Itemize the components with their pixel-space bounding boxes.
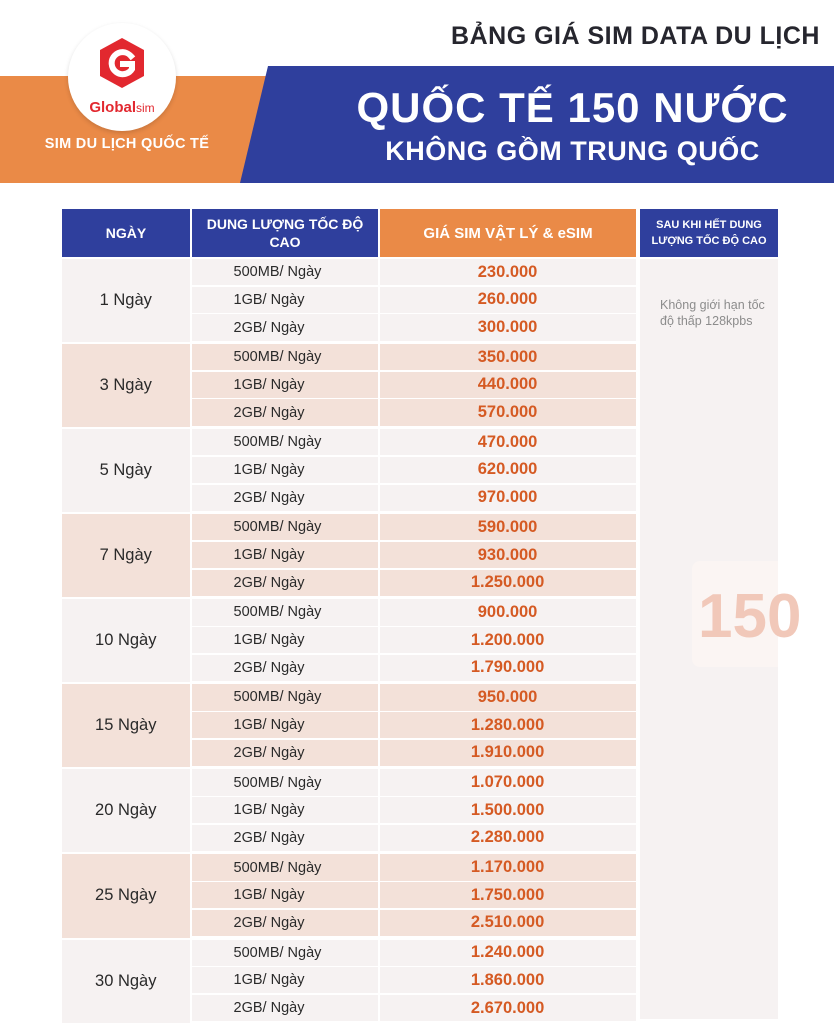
price-cell: 970.000 [380, 485, 636, 511]
capacity-cell: 500MB/ Ngày [192, 514, 378, 540]
price-cell: 1.750.000 [380, 882, 636, 908]
after-limit-column [640, 259, 802, 1019]
table-group [62, 854, 636, 937]
table-row [192, 542, 636, 568]
day-cell: 20 Ngày [62, 769, 190, 852]
price-cell: 230.000 [380, 259, 636, 285]
capacity-cell: 2GB/ Ngày [192, 314, 378, 340]
capacity-cell: 1GB/ Ngày [192, 882, 378, 908]
capacity-cell: 2GB/ Ngày [192, 740, 378, 766]
price-cell: 1.790.000 [380, 655, 636, 681]
capacity-cell: 2GB/ Ngày [192, 485, 378, 511]
capacity-cell: 1GB/ Ngày [192, 712, 378, 738]
table-group [62, 344, 636, 427]
table-row [192, 457, 636, 483]
table-row [192, 940, 636, 966]
capacity-cell: 2GB/ Ngày [192, 910, 378, 936]
header-capacity: DUNG LƯỢNG TỐC ĐỘ CAO [192, 209, 378, 257]
price-cell: 930.000 [380, 542, 636, 568]
header-after-limit: SAU KHI HẾT DUNG LƯỢNG TỐC ĐỘ CAO [640, 209, 778, 257]
capacity-cell: 1GB/ Ngày [192, 457, 378, 483]
price-cell: 620.000 [380, 457, 636, 483]
price-cell: 1.070.000 [380, 769, 636, 795]
day-cell: 3 Ngày [62, 344, 190, 427]
table-row [192, 684, 636, 710]
table-group [62, 259, 636, 342]
price-cell: 2.280.000 [380, 825, 636, 851]
table-group [62, 684, 636, 767]
day-cell: 7 Ngày [62, 514, 190, 597]
price-cell: 2.510.000 [380, 910, 636, 936]
capacity-cell: 500MB/ Ngày [192, 940, 378, 966]
table-row [192, 399, 636, 425]
capacity-cell: 2GB/ Ngày [192, 570, 378, 596]
capacity-cell: 500MB/ Ngày [192, 769, 378, 795]
capacity-cell: 500MB/ Ngày [192, 599, 378, 625]
capacity-cell: 1GB/ Ngày [192, 542, 378, 568]
table-row [192, 712, 636, 738]
price-cell: 1.280.000 [380, 712, 636, 738]
day-cell: 30 Ngày [62, 940, 190, 1023]
logo-name-suffix: sim [136, 101, 155, 115]
price-cell: 1.170.000 [380, 854, 636, 880]
capacity-cell: 500MB/ Ngày [192, 344, 378, 370]
capacity-cell: 1GB/ Ngày [192, 627, 378, 653]
watermark-150: 150 [698, 582, 802, 651]
table-row [192, 514, 636, 540]
table-row [192, 967, 636, 993]
subheadline: KHÔNG GỒM TRUNG QUỐC [385, 136, 760, 166]
capacity-cell: 1GB/ Ngày [192, 797, 378, 823]
capacity-cell: 500MB/ Ngày [192, 684, 378, 710]
table-group [62, 514, 636, 597]
table-row [192, 995, 636, 1021]
day-cell: 15 Ngày [62, 684, 190, 767]
headline: QUỐC TẾ 150 NƯỚC [356, 84, 789, 131]
capacity-cell: 2GB/ Ngày [192, 655, 378, 681]
capacity-cell: 1GB/ Ngày [192, 287, 378, 313]
price-cell: 470.000 [380, 429, 636, 455]
globalsim-logo [68, 23, 176, 131]
table-row [192, 740, 636, 766]
price-cell: 260.000 [380, 287, 636, 313]
capacity-cell: 2GB/ Ngày [192, 825, 378, 851]
price-cell: 590.000 [380, 514, 636, 540]
table-row [192, 797, 636, 823]
price-cell: 440.000 [380, 372, 636, 398]
top-title: BẢNG GIÁ SIM DATA DU LỊCH [451, 22, 820, 50]
capacity-cell: 500MB/ Ngày [192, 854, 378, 880]
capacity-cell: 500MB/ Ngày [192, 429, 378, 455]
price-cell: 1.200.000 [380, 627, 636, 653]
price-cell: 1.250.000 [380, 570, 636, 596]
slogan: SIM DU LỊCH QUỐC TẾ [44, 136, 210, 152]
logo-name-main: Global [89, 99, 136, 116]
header-day: NGÀY [62, 209, 190, 257]
table-row [192, 627, 636, 653]
table-row [192, 314, 636, 340]
day-cell: 25 Ngày [62, 854, 190, 937]
price-cell: 950.000 [380, 684, 636, 710]
day-cell: 1 Ngày [62, 259, 190, 342]
table-row [192, 882, 636, 908]
header-price: GIÁ SIM VẬT LÝ & eSIM [380, 209, 636, 257]
price-cell: 1.500.000 [380, 797, 636, 823]
table-row [192, 344, 636, 370]
price-cell: 300.000 [380, 314, 636, 340]
table-row [192, 825, 636, 851]
table-row [192, 910, 636, 936]
price-cell: 1.240.000 [380, 940, 636, 966]
table-row [192, 372, 636, 398]
after-limit-note: Không giới hạn tốc độ thấp 128kpbs [660, 298, 765, 328]
table-group [62, 599, 636, 682]
price-cell: 1.860.000 [380, 967, 636, 993]
table-row [192, 854, 636, 880]
table-row [192, 259, 636, 285]
table-row [192, 485, 636, 511]
day-cell: 10 Ngày [62, 599, 190, 682]
table-row [192, 429, 636, 455]
table-group [62, 940, 636, 1023]
price-cell: 570.000 [380, 399, 636, 425]
table-group [62, 429, 636, 512]
table-row [192, 655, 636, 681]
capacity-cell: 1GB/ Ngày [192, 372, 378, 398]
capacity-cell: 2GB/ Ngày [192, 399, 378, 425]
g-logo-icon [96, 36, 148, 96]
price-cell: 900.000 [380, 599, 636, 625]
table-row [192, 287, 636, 313]
price-cell: 2.670.000 [380, 995, 636, 1021]
capacity-cell: 500MB/ Ngày [192, 259, 378, 285]
table-row [192, 570, 636, 596]
table-group [62, 769, 636, 852]
capacity-cell: 2GB/ Ngày [192, 995, 378, 1021]
price-cell: 350.000 [380, 344, 636, 370]
logo-wordmark [68, 99, 176, 116]
price-cell: 1.910.000 [380, 740, 636, 766]
price-table [62, 259, 636, 1025]
table-row [192, 599, 636, 625]
table-row [192, 769, 636, 795]
day-cell: 5 Ngày [62, 429, 190, 512]
capacity-cell: 1GB/ Ngày [192, 967, 378, 993]
